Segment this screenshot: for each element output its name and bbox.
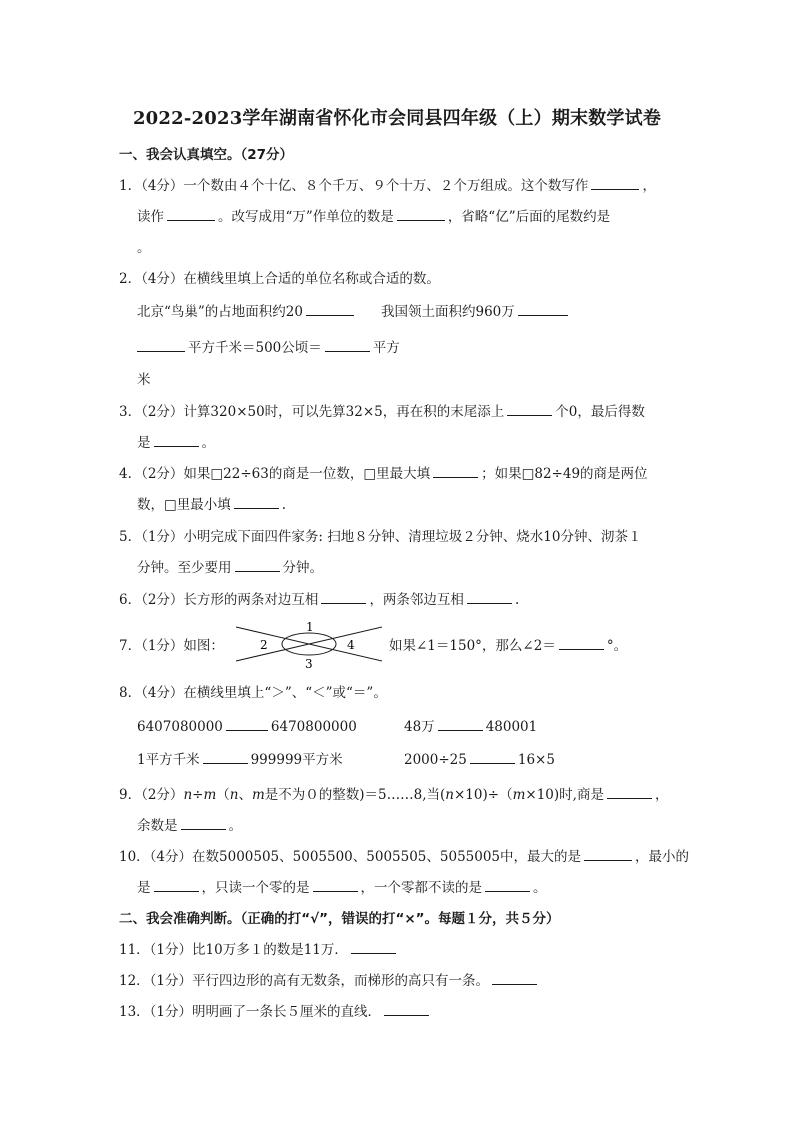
answer-blank[interactable] bbox=[313, 879, 358, 892]
answer-blank[interactable] bbox=[154, 434, 199, 447]
question-12: 12．（1分）平行四边形的高有无数条，而梯形的高只有一条。 bbox=[119, 972, 540, 990]
question-3-line-1: 3．（2分）计算320×50时，可以先算32×5，再在积的末尾添上 个0，最后得数 bbox=[119, 404, 645, 420]
exam-title: 2022-2023学年湖南省怀化市会同县四年级（上）期末数学试卷 bbox=[132, 108, 662, 129]
question-1-line-2: 读作 。改写成用“万”作单位的数是 ，省略“亿”后面的尾数约是 bbox=[137, 209, 611, 225]
intersecting-lines-figure bbox=[234, 620, 384, 670]
question-13: 13．（1分）明明画了一条长５厘米的直线． bbox=[119, 1003, 432, 1021]
answer-blank[interactable] bbox=[325, 339, 370, 352]
answer-blank[interactable] bbox=[485, 879, 530, 892]
answer-blank[interactable] bbox=[584, 848, 632, 861]
question-2-line-2: 北京“鸟巢”的占地面积约20 我国领土面积约960万 bbox=[137, 303, 571, 321]
question-9-line-1: 9．（2分）n÷m（n、m是不为０的整数)＝5……8,当(n×10)÷（m×10)时,商是 ， bbox=[119, 787, 669, 803]
answer-blank[interactable] bbox=[607, 786, 652, 799]
question-7-prefix: 7．（1分）如图： bbox=[119, 638, 224, 654]
question-10-line-2: 是 ，只读一个零的是 ，一个零都不读的是 。 bbox=[137, 880, 547, 896]
answer-blank[interactable] bbox=[591, 177, 639, 190]
question-1-line-3: 。 bbox=[137, 240, 151, 256]
answer-blank[interactable] bbox=[235, 559, 280, 572]
answer-blank[interactable] bbox=[154, 879, 199, 892]
answer-blank[interactable] bbox=[470, 751, 515, 764]
answer-blank[interactable] bbox=[321, 591, 366, 604]
angle-label-1: 1 bbox=[306, 620, 314, 634]
question-7-text: 如果∠1＝150°，那么∠2＝ °。 bbox=[389, 638, 628, 654]
answer-blank[interactable] bbox=[234, 496, 279, 509]
question-8-row-2-right: 2000÷25 16×5 bbox=[404, 752, 555, 768]
question-9-line-2: 余数是 。 bbox=[137, 818, 242, 834]
answer-blank[interactable] bbox=[181, 817, 226, 830]
answer-blank[interactable] bbox=[351, 941, 396, 954]
answer-blank[interactable] bbox=[306, 303, 354, 316]
answer-blank[interactable] bbox=[433, 465, 478, 478]
answer-blank[interactable] bbox=[167, 208, 215, 221]
question-2-line-1: 2．（4分）在横线里填上合适的单位名称或合适的数。 bbox=[119, 271, 440, 287]
question-8-row-1: 6407080000 6470800000 bbox=[137, 719, 357, 735]
answer-blank[interactable] bbox=[467, 591, 512, 604]
answer-blank[interactable] bbox=[518, 303, 568, 316]
question-8-row-1-right: 48万 480001 bbox=[404, 719, 538, 735]
section-1-heading: 一、我会认真填空。（27分） bbox=[119, 147, 294, 163]
question-10-line-1: 10．（4分）在数5000505、5005500、5005505、5055005中，最大的是 ，最小的 bbox=[119, 849, 690, 865]
question-4-line-2: 数，□里最小填 . bbox=[137, 497, 287, 513]
question-1-line-1: 1．（4分）一个数由４个十亿、８个千万、９个十万、２个万组成。这个数写作 ， bbox=[119, 178, 656, 194]
question-11: 11．（1分）比10万多１的数是11万． bbox=[119, 941, 399, 959]
answer-blank[interactable] bbox=[507, 403, 552, 416]
answer-blank[interactable] bbox=[438, 718, 483, 731]
question-5-line-1: 5．（1分）小明完成下面四件家务: 扫地８分钟、清理垃圾２分钟、烧水10分钟、沏茶１ bbox=[119, 529, 642, 545]
answer-blank[interactable] bbox=[203, 751, 248, 764]
answer-blank[interactable] bbox=[384, 1003, 429, 1016]
angle-label-4: 4 bbox=[347, 638, 355, 652]
question-2-line-4: 米 bbox=[137, 372, 151, 388]
section-2-heading: 二、我会准确判断。（正确的打“√”，错误的打“×”。每题１分，共５分） bbox=[119, 911, 560, 927]
answer-blank[interactable] bbox=[397, 208, 445, 221]
answer-blank[interactable] bbox=[137, 339, 185, 352]
question-8-line-1: 8．（4分）在横线里填上“＞”、“＜”或“＝”。 bbox=[119, 685, 387, 701]
question-8-row-2: 1平方千米 999999平方米 bbox=[137, 752, 343, 768]
question-4-line-1: 4．（2分）如果□22÷63的商是一位数，□里最大填 ；如果□82÷49的商是两位 bbox=[119, 466, 648, 482]
angle-label-3: 3 bbox=[305, 657, 313, 670]
question-6: 6．（2分）长方形的两条对边互相 ，两条邻边互相 . bbox=[119, 592, 520, 608]
question-2-line-3: 平方千米＝500公顷＝ 平方 bbox=[137, 339, 400, 357]
question-5-line-2: 分钟。至少要用 分钟。 bbox=[137, 560, 323, 576]
angle-label-2: 2 bbox=[260, 638, 268, 652]
answer-blank[interactable] bbox=[226, 718, 268, 731]
question-3-line-2: 是 。 bbox=[137, 435, 215, 451]
answer-blank[interactable] bbox=[559, 637, 604, 650]
answer-blank[interactable] bbox=[492, 972, 537, 985]
